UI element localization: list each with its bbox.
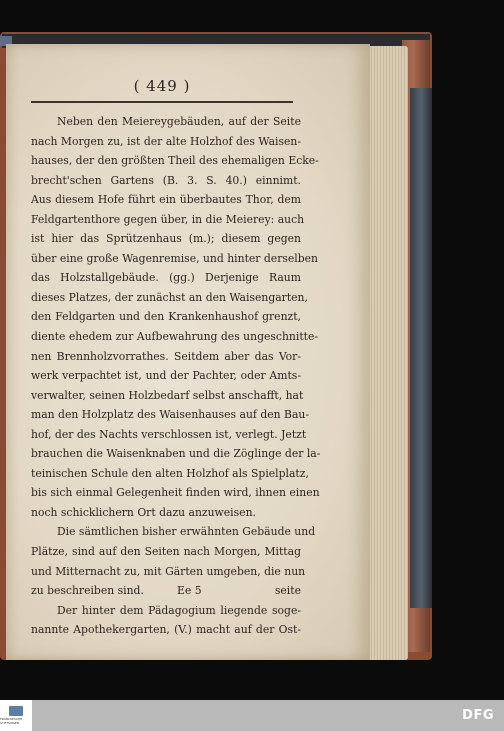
text-line: werk verpachtet ist, und der Pachter, oder Amts- (31, 369, 301, 383)
signature-mark: Ee 5 (177, 584, 202, 597)
text-line: Aus diesem Hofe führt ein überbautes Thor, dem (31, 193, 301, 207)
institution-logo[interactable] (0, 700, 32, 731)
page-body (31, 112, 321, 640)
cover-board (410, 88, 432, 608)
text-line: über eine große Wagenremise, und hinter derselben (31, 251, 318, 265)
catchword: seite (274, 584, 301, 597)
text-line: nach Morgen zu, ist der alte Holzhof des Waisen- (31, 134, 301, 148)
text-line: das Holzstallgebäude. (gg.) Derjenige Raum (31, 271, 301, 285)
page-number: ( 449 ) (133, 77, 191, 95)
text-line: nannte Apothekergarten, (V.) macht auf der Ost- (31, 623, 301, 637)
text-line: man den Holzplatz des Waisenhauses auf den Bau- (31, 408, 309, 422)
text-line: bis sich einmal Gelegenheit finden wird, ihnen einen (31, 486, 320, 500)
text-line: brecht'schen Gartens (B. 3. S. 40.) einnimt. (31, 173, 301, 187)
text-line: Neben den Meiereygebäuden, auf der Seite (57, 115, 301, 128)
text-line: hof, der des Nachts verschlossen ist, verlegt. Jetzt (31, 427, 307, 441)
text-line: noch schicklichern Ort dazu anzuweisen. (31, 505, 256, 519)
text-line: und Mitternacht zu, mit Gärten umgeben, die nun (31, 564, 306, 578)
text-line: den Feldgarten und den Krankenhaushof grenzt, (31, 310, 301, 324)
dfg-logo[interactable]: DFG (462, 708, 494, 723)
viewer-footer-bar (0, 700, 504, 731)
text-line: Der hinter dem Pädagogium liegende soge- (57, 603, 301, 617)
text-line: nen Brennholzvorrathes. Seitdem aber das Vor- (31, 349, 301, 363)
text-line: diente ehedem zur Aufbewahrung des ungeschnitte- (31, 330, 319, 344)
text-line: zu beschreiben sind. (31, 584, 144, 598)
header-rule (31, 101, 293, 103)
text-line: Plätze, sind auf den Seiten nach Morgen, Mittag (31, 545, 301, 559)
page-footer (31, 584, 301, 604)
text-line: hauses, der den größten Theil des ehemaligen Ecke- (31, 154, 319, 168)
text-line: ist hier das Sprützenhaus (m.); diesem gegen (31, 232, 301, 246)
text-line: brauchen die Waisenknaben und die Zöglinge der la- (31, 447, 321, 461)
text-line: teinischen Schule den alten Holzhof als Spielplatz, (31, 466, 309, 480)
logo-caption: FRANCKESCHE STIFTUNGEN (0, 717, 23, 725)
text-line: Feldgartenthore gegen über, in die Meierey: auch (31, 212, 305, 226)
text-line: verwalter, seinen Holzbedarf selbst anschafft, hat (31, 388, 304, 402)
text-line: Die sämtlichen bisher erwähnten Gebäude und (57, 525, 316, 539)
logo-icon (9, 706, 23, 716)
text-line: dieses Platzes, der zunächst an den Waisengarten, (31, 290, 308, 304)
